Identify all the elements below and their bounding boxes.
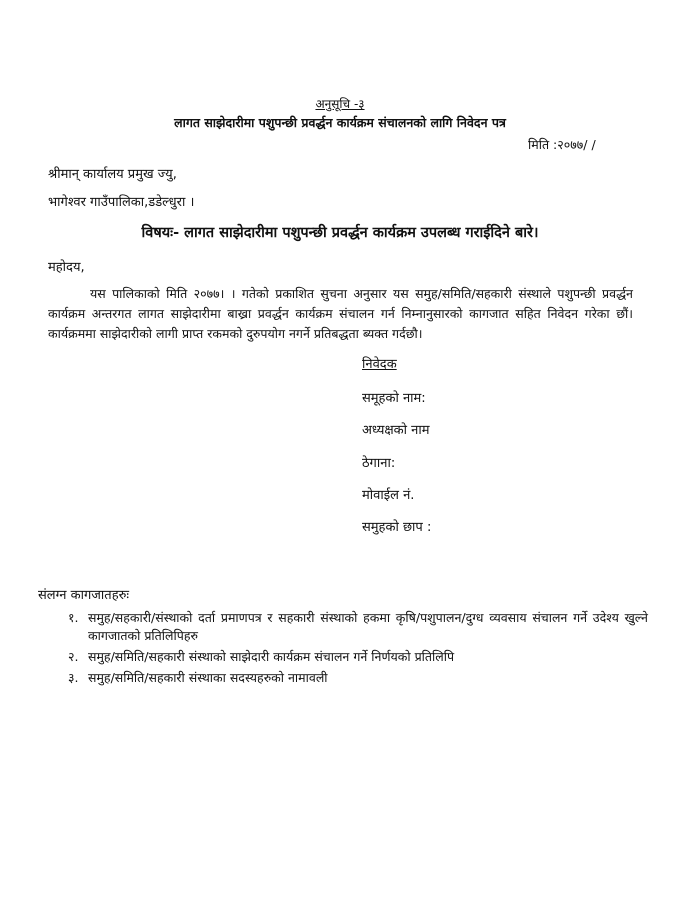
address-field: ठेगाना: bbox=[362, 456, 396, 471]
stamp-field: समुहको छाप : bbox=[362, 520, 432, 535]
date-line: मिति :२०७७/ / bbox=[528, 137, 596, 152]
list-item bbox=[68, 609, 648, 645]
list-item-text: समुह/सहकारी/संस्थाको दर्ता प्रमाणपत्र र सहकारी संस्थाको हकमा कृषि/पशुपालन/दुग्ध व्यवसाय संचालन गर्ने उदेश्य खुल्ने कागजातको प्रतिलिपिहरु bbox=[88, 610, 648, 643]
list-item-text: समुह/समिति/सहकारी संस्थाका सदस्यहरुको नामावली bbox=[88, 670, 328, 685]
list-item-number: ३. bbox=[68, 670, 79, 685]
enclosures-list bbox=[68, 609, 648, 690]
annex-label: अनुसूचि -३ bbox=[315, 97, 365, 111]
addressee-line-2: भागेश्वर गाउँपालिका,डडेल्धुरा । bbox=[48, 195, 195, 210]
subject-line: विषयः- लागत साझेदारीमा पशुपन्छी प्रवर्द्धन कार्यक्रम उपलब्ध गराईदिने बारे। bbox=[141, 225, 539, 241]
applicant-heading: निवेदक bbox=[362, 357, 397, 372]
salutation: महोदय, bbox=[48, 260, 85, 275]
body-paragraph bbox=[48, 284, 633, 344]
list-item-number: २. bbox=[68, 649, 79, 664]
chair-name-field: अध्यक्षको नाम bbox=[362, 423, 430, 438]
form-title: लागत साझेदारीमा पशुपन्छी प्रवर्द्धन कार्यक्रम संचालनको लागि निवेदन पत्र bbox=[174, 115, 506, 130]
list-item-number: १. bbox=[68, 610, 79, 625]
group-name-field: समूहको नाम: bbox=[362, 391, 426, 406]
list-item-text: समुह/समिति/सहकारी संस्थाको साझेदारी कार्यक्रम संचालन गर्ने निर्णयको प्रतिलिपि bbox=[88, 649, 455, 664]
enclosures-title: संलग्न कागजातहरुः bbox=[38, 588, 129, 603]
list-item bbox=[68, 648, 648, 666]
body-text: यस पालिकाको मिति २०७७। । गतेको प्रकाशित सुचना अनुसार यस समुह/समिति/सहकारी संस्थाले पशुपन्छी प्रवर्द्धन कार्यक्रम अन्तरगत लागत साझेदारीमा बाख्रा प्रवर्द्धन कार्यक्रम संचालन गर्न निम्नानुसारको कागजात सहित निवेदन गरेका छौं। कार्यक्रममा साझेदारीको लागी प्राप्त रकमको दुरुपयोग नगर्ने प्रतिबद्धता ब्यक्त गर्दछौ। bbox=[48, 286, 633, 341]
list-item bbox=[68, 669, 648, 687]
mobile-field: मोवाईल नं. bbox=[362, 488, 415, 503]
addressee-line-1: श्रीमान् कार्यालय प्रमुख ज्यु, bbox=[48, 167, 177, 182]
